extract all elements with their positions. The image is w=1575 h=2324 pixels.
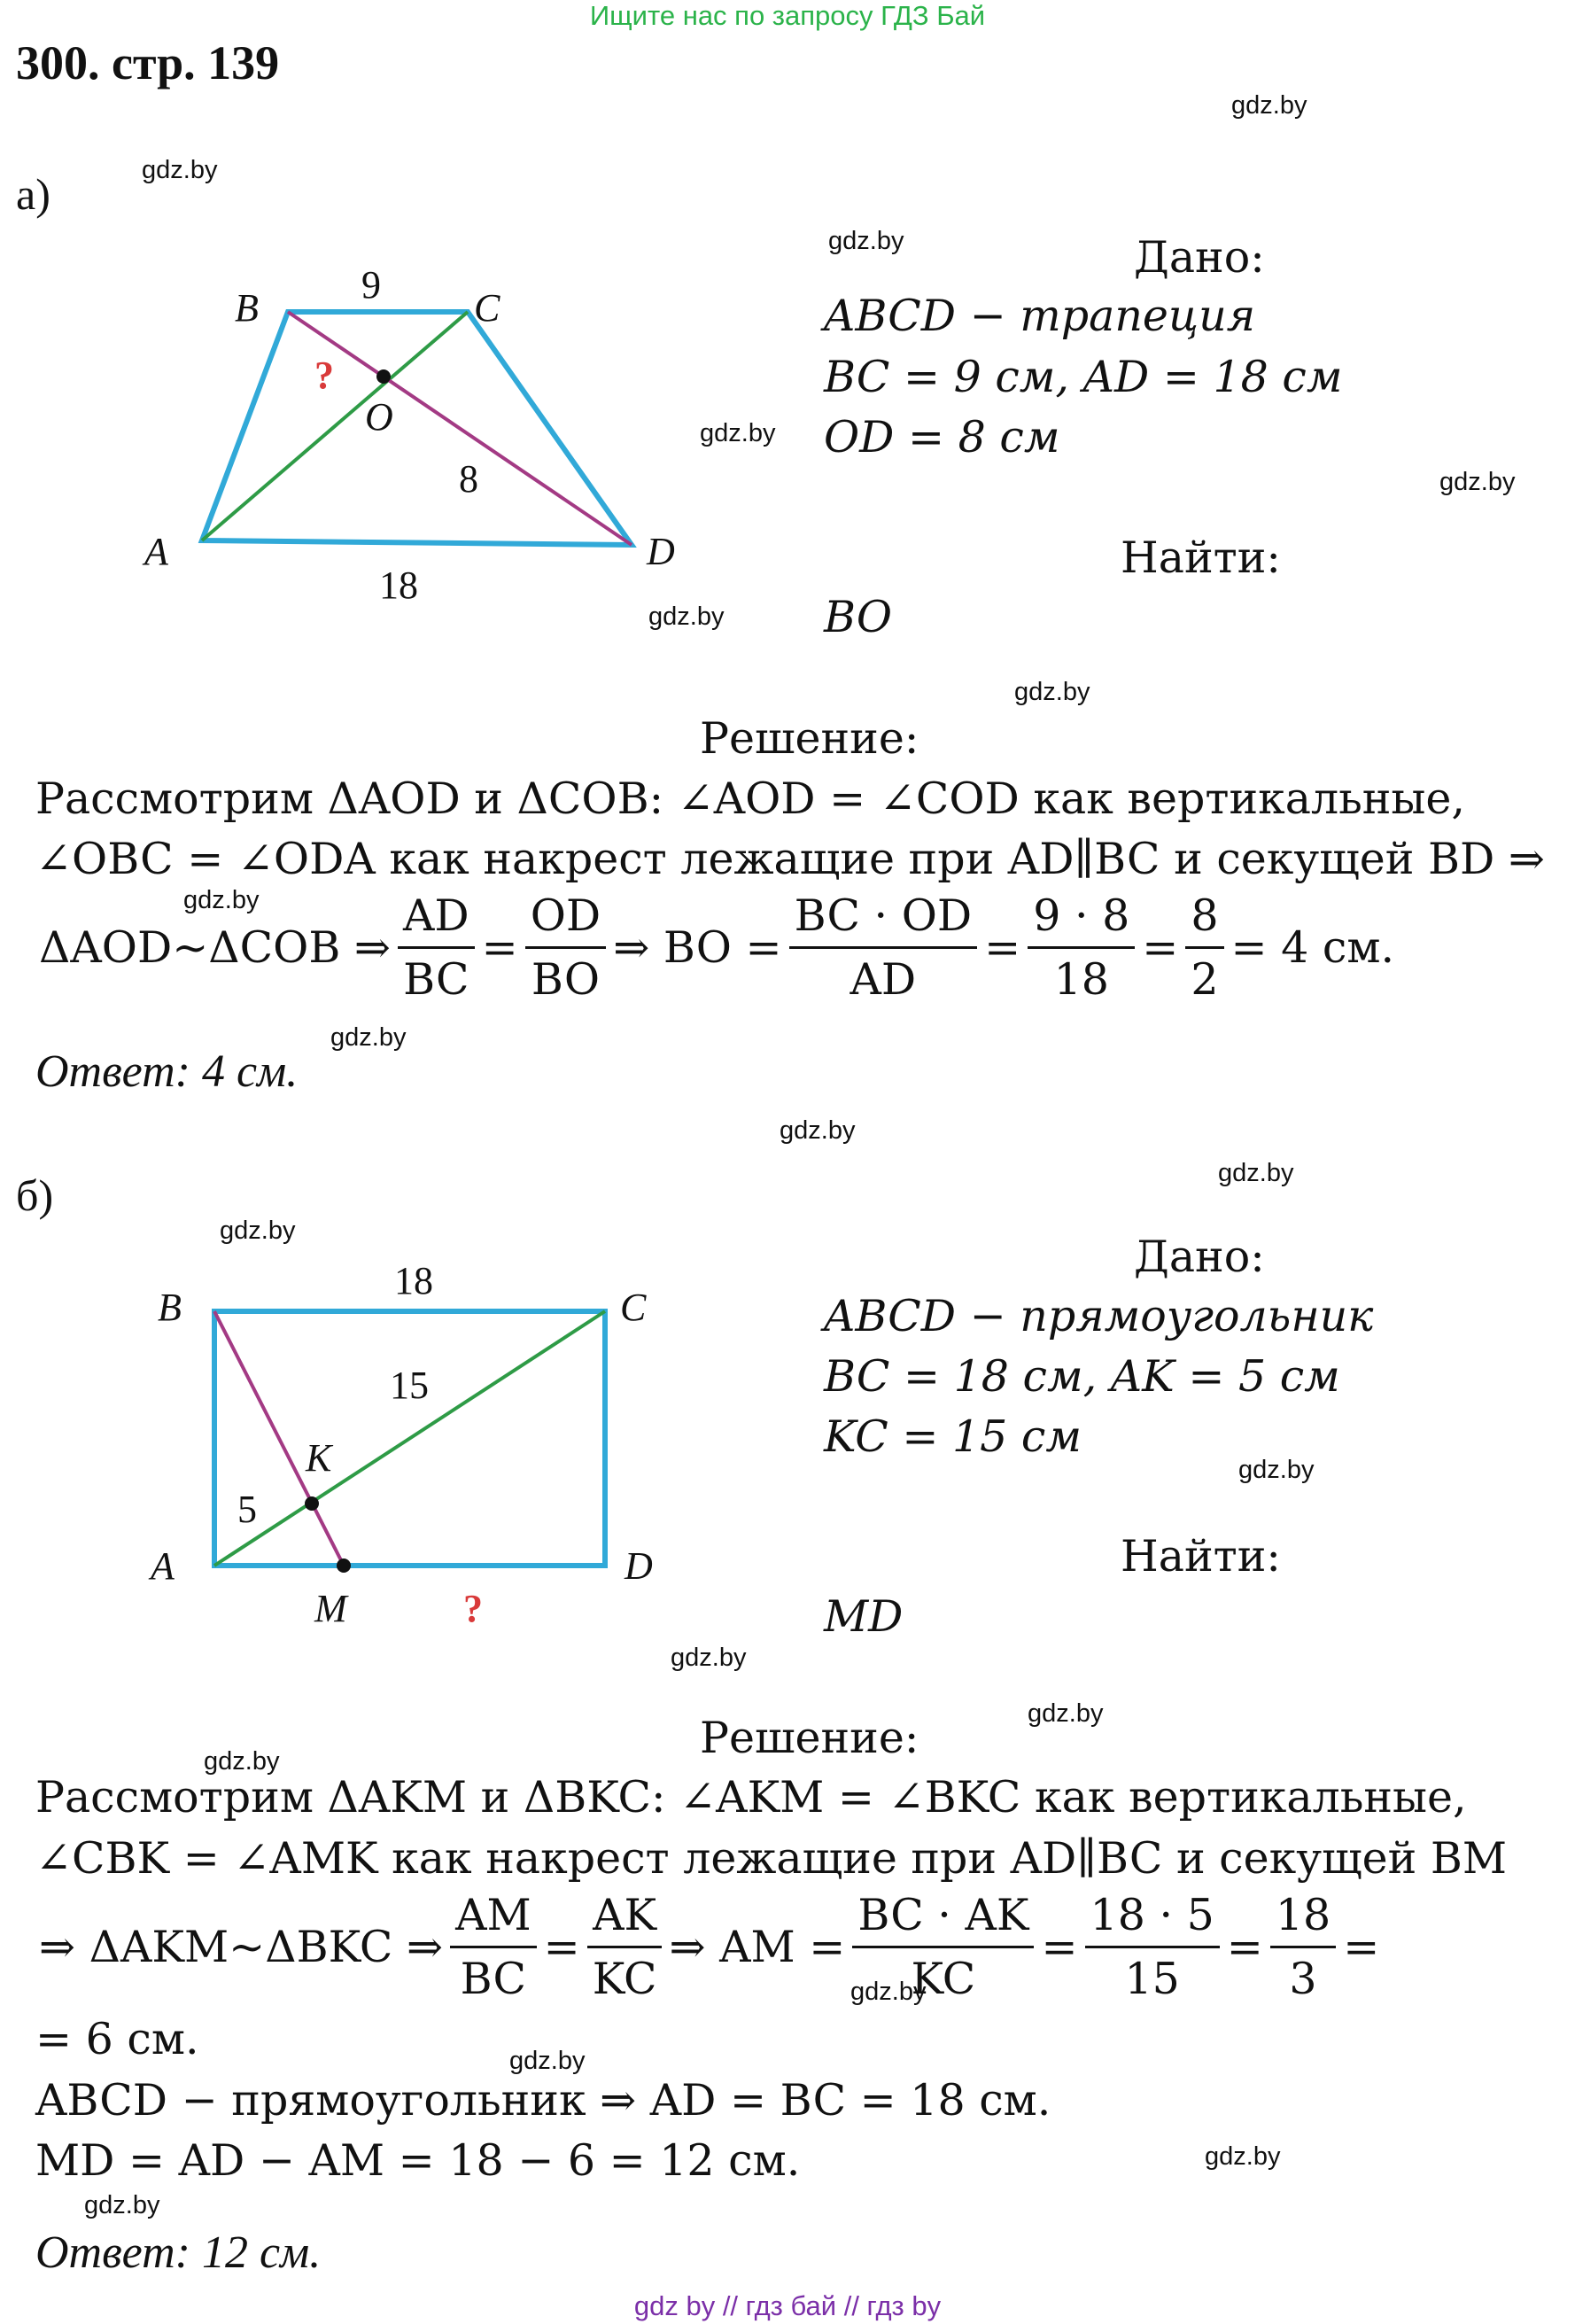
watermark: gdz.by [1205,2142,1281,2171]
denominator: 2 [1191,954,1219,1005]
point-o [376,369,391,384]
label-d: D [625,1544,653,1588]
watermark: gdz.by [1238,1456,1315,1484]
fraction [789,890,978,1005]
watermark: gdz.by [330,1023,407,1052]
given-line: BC = 18 см, AK = 5 см [824,1351,1340,1402]
denominator: BO [531,954,601,1005]
numerator: BC · AK [852,1890,1034,1948]
numerator: 9 · 8 [1028,890,1135,949]
given-line: BC = 9 см, AD = 18 см [824,352,1343,402]
equation-end: = [1343,1922,1380,1972]
watermark: gdz.by [1218,1159,1294,1187]
solution-line: Рассмотрим ΔAOD и ΔCOB: ∠AOD = ∠COD как вертикальные, [35,773,1466,824]
watermark: gdz.by [1231,91,1307,120]
label-b: B [235,286,259,330]
watermark: gdz.by [700,419,776,447]
given-title: Дано: [1134,232,1265,283]
solution-line: Рассмотрим ΔAKM и ΔBKC: ∠AKM = ∠BKC как вертикальные, [35,1772,1467,1823]
solution-line: ABCD − прямоугольник ⇒ AD = BC = 18 см. [35,2075,1051,2126]
watermark: gdz.by [648,602,725,631]
denominator: KC [911,1954,976,2004]
label-c: C [474,286,500,330]
equation-start: ⇒ ΔAKM~ΔBKC ⇒ [39,1922,444,1972]
given-title: Дано: [1134,1232,1265,1282]
trapezoid-outline [202,312,632,545]
label-d: D [647,530,675,573]
equals-sign: = [984,922,1021,973]
answer: Ответ: 12 см. [35,2227,322,2278]
solution-line: ∠CBK = ∠AMK как накрест лежащие при AD∥BC и секущей BM [35,1833,1508,1884]
numerator: 8 [1185,890,1223,949]
trapezoid-figure [202,312,632,545]
label-unknown: ? [314,354,334,397]
denominator: BC [403,954,469,1005]
label-kc-length: 15 [390,1364,429,1407]
watermark: gdz.by [780,1116,856,1145]
fraction [450,1890,537,2004]
given-line: ABCD − трапеция [824,291,1256,341]
solution-line: ∠OBC = ∠ODA как накрест лежащие при AD∥BC и секущей BD ⇒ [35,834,1545,884]
find-value: MD [824,1591,904,1642]
watermark: gdz.by [850,1978,927,2006]
numerator: OD [525,890,606,949]
equals-sign: = [543,1922,580,1972]
label-a: A [144,530,168,573]
label-ak-length: 5 [237,1488,257,1531]
part-a-label: а) [16,169,50,219]
find-value: BO [824,592,893,642]
watermark: gdz.by [509,2047,586,2075]
point-m [337,1558,351,1573]
watermark: gdz.by [671,1644,747,1672]
label-o: O [365,395,393,439]
numerator: 18 · 5 [1085,1890,1220,1948]
numerator: BC · OD [789,890,978,949]
fraction [1028,890,1135,1005]
denominator: 3 [1289,1954,1317,2004]
solution-title: Решение: [700,713,919,764]
equation-line [35,890,1398,1005]
fraction [1085,1890,1220,2004]
equation-mid: ⇒ BO = [613,922,782,973]
equation-end: = 4 см. [1230,922,1395,973]
fraction [1270,1890,1336,2004]
solution-line: MD = AD − AM = 18 − 6 = 12 см. [35,2135,801,2186]
part-b-label: б) [16,1170,54,1220]
solution-line: = 6 см. [35,2014,199,2064]
watermark: gdz.by [1028,1699,1104,1728]
diagonal-bd [288,312,632,545]
watermark: gdz.by [1014,678,1090,706]
page-title: 300. стр. 139 [16,36,280,89]
equals-sign: = [481,922,518,973]
given-line: OD = 8 см [824,412,1060,462]
watermark: gdz.by [142,156,218,184]
numerator: AD [398,890,475,949]
equals-sign: = [1041,1922,1078,1972]
label-c: C [620,1286,647,1329]
numerator: AK [587,1890,662,1948]
numerator: AM [450,1890,537,1948]
fraction [852,1890,1034,2004]
given-line: KC = 15 см [824,1411,1082,1462]
label-b: B [158,1286,182,1329]
watermark: gdz.by [828,227,904,255]
find-title: Найти: [1121,1531,1281,1582]
solution-title: Решение: [700,1713,919,1763]
label-m: M [314,1587,347,1630]
watermark: gdz.by [220,1216,296,1245]
equation-start: ΔAOD~ΔCOB ⇒ [39,922,391,973]
fraction [525,890,606,1005]
diagonal-ac [202,312,468,540]
label-k: K [306,1436,332,1480]
equals-sign: = [1226,1922,1263,1972]
label-bc-length: 9 [361,263,381,307]
denominator: KC [592,1954,657,2004]
rectangle-figure [214,1311,605,1573]
denominator: AD [850,954,917,1005]
find-title: Найти: [1121,532,1281,583]
label-od-length: 8 [459,457,478,501]
fraction [398,890,475,1005]
equation-mid: ⇒ AM = [669,1922,846,1972]
numerator: 18 [1270,1890,1336,1948]
equation-line [35,1890,1383,2004]
given-line: ABCD − прямоугольник [824,1291,1374,1341]
label-unknown: ? [463,1587,483,1630]
denominator: 15 [1124,1954,1180,2004]
label-a: A [151,1544,175,1588]
label-bc-length: 18 [394,1259,433,1302]
footer-links[interactable]: gdz by // гдз бай // гдз by [633,2290,942,2321]
fraction [1185,890,1223,1005]
denominator: 18 [1053,954,1109,1005]
watermark: gdz.by [204,1747,280,1776]
denominator: BC [460,1954,527,2004]
equals-sign: = [1142,922,1179,973]
answer: Ответ: 4 см. [35,1046,299,1097]
diagonal-ac [214,1311,605,1566]
fraction [587,1890,663,2004]
watermark: gdz.by [84,2191,160,2219]
point-k [305,1496,319,1511]
top-banner[interactable]: Ищите нас по запросу ГДЗ Бай [589,0,986,31]
watermark: gdz.by [183,886,260,914]
watermark: gdz.by [1439,468,1516,496]
label-ad-length: 18 [379,564,418,607]
